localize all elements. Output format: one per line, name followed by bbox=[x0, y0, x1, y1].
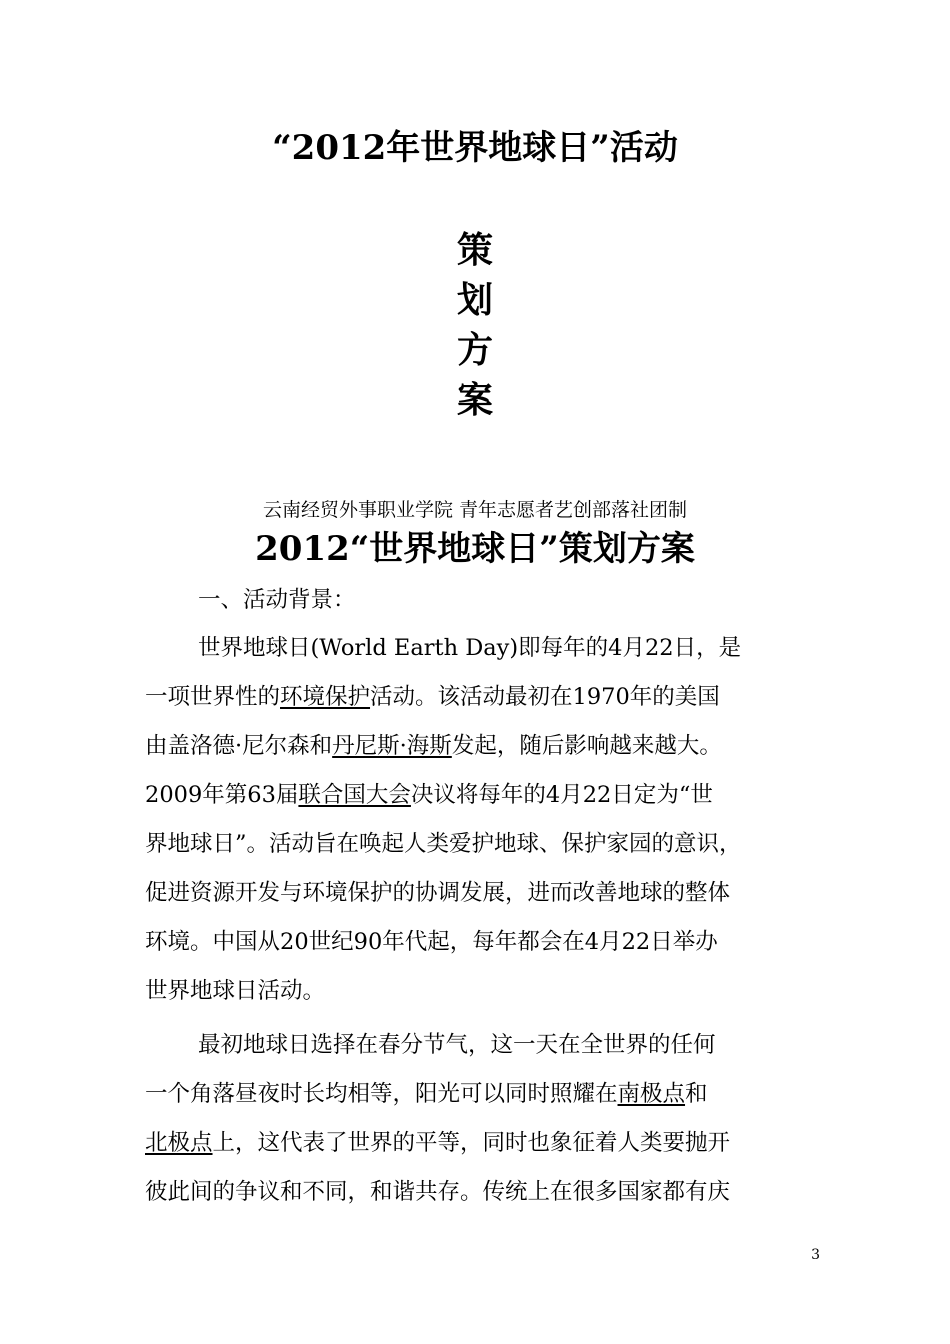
organization-line: 云南经贸外事职业学院 青年志愿者艺创部落社团制 bbox=[262, 499, 688, 521]
paragraph-2-line-3 bbox=[145, 1123, 730, 1163]
text-span: 发起，随后影响越来越大。 bbox=[451, 733, 722, 759]
text-span: 活动。该活动最初在1970年的美国 bbox=[370, 684, 720, 710]
paragraph-1-line-4 bbox=[145, 775, 713, 815]
cover-vertical-char-3: 方 bbox=[456, 329, 493, 371]
cover-title: “2012年世界地球日”活动 bbox=[272, 128, 678, 168]
text-span: 2009年第63届 bbox=[145, 782, 299, 808]
link-denis-hayes[interactable]: 丹尼斯·海斯 bbox=[332, 733, 452, 759]
paragraph-1-line-3 bbox=[145, 726, 722, 766]
cover-vertical-char-1: 策 bbox=[456, 229, 493, 271]
page-number: 3 bbox=[811, 1247, 820, 1263]
section-heading: 一、活动背景： bbox=[198, 587, 356, 613]
text-span: 一项世界性的 bbox=[145, 684, 281, 710]
paragraph-2-line-1: 最初地球日选择在春分节气，这一天在全世界的任何 bbox=[198, 1032, 716, 1058]
cover-vertical-char-2: 划 bbox=[456, 279, 493, 321]
link-environmental-protection[interactable]: 环境保护 bbox=[280, 684, 371, 710]
paragraph-1-line-2 bbox=[145, 677, 720, 717]
text-span: 决议将每年的4月22日定为“世 bbox=[410, 782, 713, 808]
paragraph-2-line-4: 彼此间的争议和不同，和谐共存。传统上在很多国家都有庆 bbox=[145, 1179, 731, 1205]
text-span: 一个角落昼夜时长均相等，阳光可以同时照耀在 bbox=[145, 1081, 618, 1107]
paragraph-1-line-1: 世界地球日(World Earth Day)即每年的4月22日，是 bbox=[198, 635, 742, 661]
paragraph-1-line-5: 界地球日”。活动旨在唤起人类爱护地球、保护家园的意识， bbox=[145, 831, 742, 857]
document-title: 2012“世界地球日”策划方案 bbox=[255, 529, 695, 569]
link-north-pole[interactable]: 北极点 bbox=[145, 1130, 213, 1156]
paragraph-2-line-2 bbox=[145, 1074, 708, 1114]
paragraph-1-line-6: 促进资源开发与环境保护的协调发展，进而改善地球的整体 bbox=[145, 880, 731, 906]
paragraph-1-line-8: 世界地球日活动。 bbox=[145, 978, 326, 1004]
text-span: 由盖洛德·尼尔森和 bbox=[145, 733, 333, 759]
link-south-pole[interactable]: 南极点 bbox=[617, 1081, 686, 1107]
cover-vertical-char-4: 案 bbox=[456, 379, 493, 421]
paragraph-1-line-7: 环境。中国从20世纪90年代起，每年都会在4月22日举办 bbox=[145, 929, 718, 955]
text-span: 上，这代表了世界的平等，同时也象征着人类要抛开 bbox=[212, 1130, 731, 1156]
link-un-general-assembly[interactable]: 联合国大会 bbox=[298, 782, 411, 808]
text-span: 和 bbox=[685, 1081, 708, 1107]
